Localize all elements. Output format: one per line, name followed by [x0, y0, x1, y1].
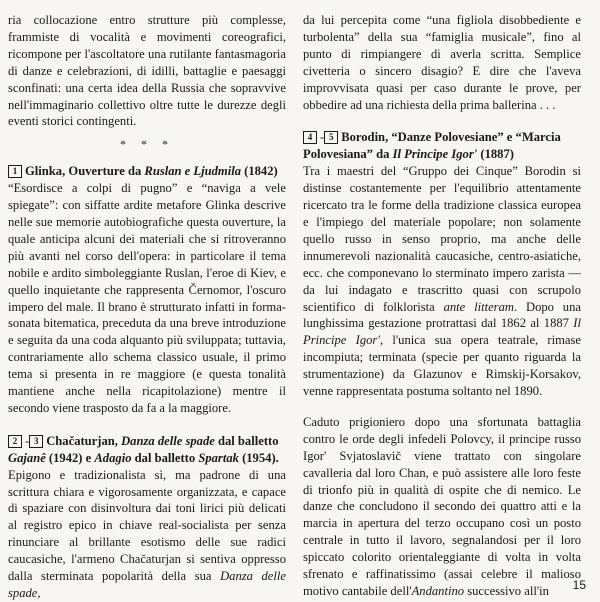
track-number-badge: 1 [8, 165, 22, 178]
section-body-glinka: “Esordisce a colpi di pugno” e “naviga a vele spiegate”: con siffatte ardite metafore Glinka descrive nelle sue memorie autobiografiche questa ouverture, la quale anticipa alcuni dei materiali che si ritroveranno più avanti nel corso dell'opera: in particolare il tema nobile e ardito simboleggiante Ruslan, l'eroe di Kiev, e quello inquietante che rappresenta Černomor, l'oscuro impero del male. Il brano è strutturato infatti in forma-sonata bitematica, preceduta da una breve introduzione e seguita da una coda alquanto più sviluppata; tuttavia, contrariamente allo schema classico usuale, il primo tema si presenta in re maggiore (e questa tonalità mantiene anche nella ricapitolazione) mentre il secondo viene trasposto da fa a la maggiore. [8, 181, 286, 415]
section-separator: * * * [120, 137, 174, 152]
section-body-borodin: Tra i maestri del “Gruppo dei Cinque” Borodin si distinse costantemente per l'equilibrio attentamente ricercato tra le forme della tradizione classica europea e l'impiego del materiale popolare; non solamente quello russo in senso proprio, ma anche delle innumerevoli nazionalità caucasiche, centro-asiatiche, ecc. che componevano lo sterminato impero zarista — da lui indagato e trascritto quasi con scrupolo scientifico di folklorista ante litteram. Dopo una lunghissima gestazione protrattasi dal 1862 al 1887 Il Principe Igor', l'unica sua opera teatrale, rimase incompiuta; terminata (specie per quanto riguarda la strumentazione) da Glazunov e Rimskij-Korsakov, venne rappresentata postuma soltanto nel 1890. [303, 164, 582, 399]
section-borodin [303, 129, 581, 400]
right-column [303, 12, 581, 600]
page-number: 15 [572, 578, 586, 592]
section-heading-glinka: 1 Glinka, Ouverture da Ruslan e Ljudmila (1842) [8, 163, 286, 180]
track-number-badge: 4 [303, 131, 317, 144]
section-chachaturjan [8, 433, 286, 602]
intro-paragraph: ria collocazione entro strutture più complesse, frammiste di vocalità e movimenti coreografici, ricompone per l'ascoltatore una rutilante fantasmagoria di danze e celebrazioni, di idilli, battaglie e paesaggi sconfinati: una certa idea della Russia che sopravvive nell'immaginario collettivo oltre tutte le durezze degli eventi storici contingenti. [8, 13, 286, 129]
track-number-badge: 3 [29, 435, 43, 448]
section-body-chachaturjan: Epigono e tradizionalista sì, ma padrone di una scrittura chiara e vigorosamente organizzata, e capace di spaziare con disinvoltura dai toni lirici più delicati al registro epico in chiave real-socialista per senza rinunciare al brillante esotismo delle sue radici caucasiche, l'armeno Chačaturjan si sentiva oppresso dalla sterminata popolarità della sua Danza delle spade, [8, 467, 286, 600]
left-column [8, 12, 286, 602]
section-glinka [8, 163, 286, 417]
track-number-badge: 5 [324, 131, 338, 144]
track-number-badge: 2 [8, 435, 22, 448]
section-heading-borodin: 4 - 5 Borodin, “Danze Polovesiane” e “Marcia Polovesiana” da Il Principe Igor' (1887) [303, 130, 561, 162]
continuation-paragraph: da lui percepita come “una figliola disobbediente e turbolenta” della sua “famiglia musicale”, fino al punto di rimpiangere di averla scritta. Semplice civetteria o sincero disagio? E dire che l'aveva improvvisata quasi per caso durante le prove, per obbedire ad una richiesta della prima ballerina . . . [303, 13, 581, 112]
igor-plot-paragraph: Caduto prigioniero dopo una sfortunata battaglia contro le orde degli infedeli Polovcy, il principe russo Igor' Svjatoslavič viene trattato con singolare cavalleria dal loro Chan, e può assistere alle loro feste di trionfo più in qualità di ospite che di nemico. Le danze che concludono il secondo dei quattro atti e la marcia in apertura del terzo occupano così un posto centrale in tutto il lavoro, segnalandosi per il loro spiccato colorito orientaleggiante di volta in volta sfrenato e raffinatissimo (assai celebre il malioso motivo cantabile dell'Andantino successivo all'in [303, 414, 581, 598]
section-heading-chachaturjan: 2 - 3 Chačaturjan, Danza delle spade dal balletto Gajanê (1942) e Adagio dal balletto Spartak (1954). [8, 433, 279, 465]
